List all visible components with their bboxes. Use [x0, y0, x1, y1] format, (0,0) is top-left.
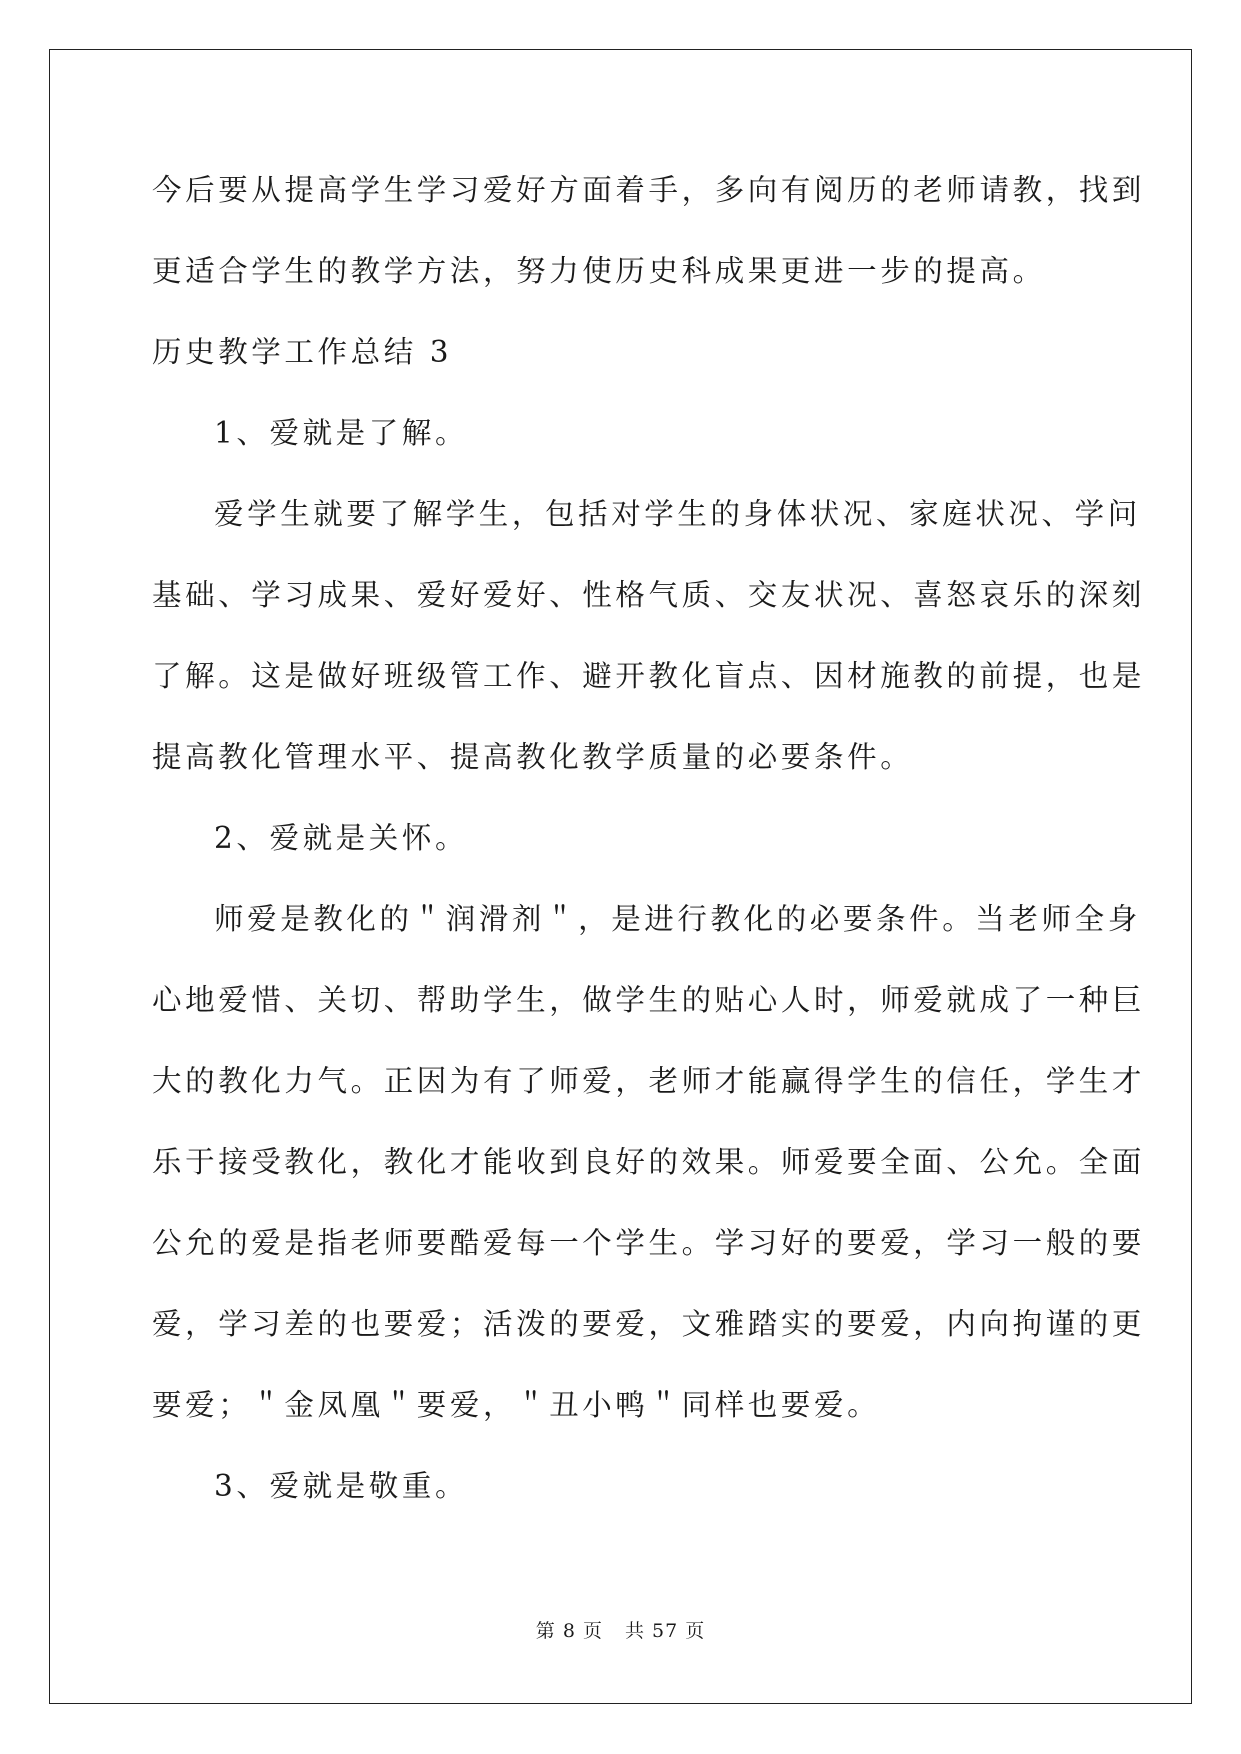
text-line: 爱学生就要了解学生，包括对学生的身体状况、家庭状况、学问 [214, 497, 1141, 531]
text-line: 了解。这是做好班级管工作、避开教化盲点、因材施教的前提，也是 [152, 659, 1146, 693]
page-number: 第 8 页 [535, 1620, 603, 1642]
text-line: 心地爱惜、关切、帮助学生，做学生的贴心人时，师爱就成了一种巨 [152, 983, 1146, 1017]
page-footer [0, 1616, 1241, 1643]
text-line: 要爱；＂金凤凰＂要爱，＂丑小鸭＂同样也要爱。 [152, 1388, 881, 1422]
text-line: 爱，学习差的也要爱；活泼的要爱，文雅踏实的要爱，内向拘谨的更 [152, 1307, 1146, 1341]
text-line: 今后要从提高学生学习爱好方面着手，多向有阅历的老师请教，找到 [152, 173, 1146, 207]
text-line: 乐于接受教化，教化才能收到良好的效果。师爱要全面、公允。全面 [152, 1145, 1146, 1179]
list-item-heading: 1、爱就是了解。 [214, 416, 469, 450]
list-item-heading: 2、爱就是关怀。 [214, 821, 469, 855]
text-line: 提高教化管理水平、提高教化教学质量的必要条件。 [152, 740, 914, 774]
text-line: 师爱是教化的＂润滑剂＂，是进行教化的必要条件。当老师全身 [214, 902, 1141, 936]
text-line: 更适合学生的教学方法，努力使历史科成果更进一步的提高。 [152, 254, 1046, 288]
section-heading: 历史教学工作总结 3 [152, 335, 453, 369]
page-total: 共 57 页 [624, 1620, 706, 1642]
text-line: 大的教化力气。正因为有了师爱，老师才能赢得学生的信任，学生才 [152, 1064, 1146, 1098]
text-line: 公允的爱是指老师要酷爱每一个学生。学习好的要爱，学习一般的要 [152, 1226, 1146, 1260]
text-line: 基础、学习成果、爱好爱好、性格气质、交友状况、喜怒哀乐的深刻 [152, 578, 1146, 612]
list-item-heading: 3、爱就是敬重。 [214, 1469, 469, 1503]
document-body [152, 150, 1146, 1527]
